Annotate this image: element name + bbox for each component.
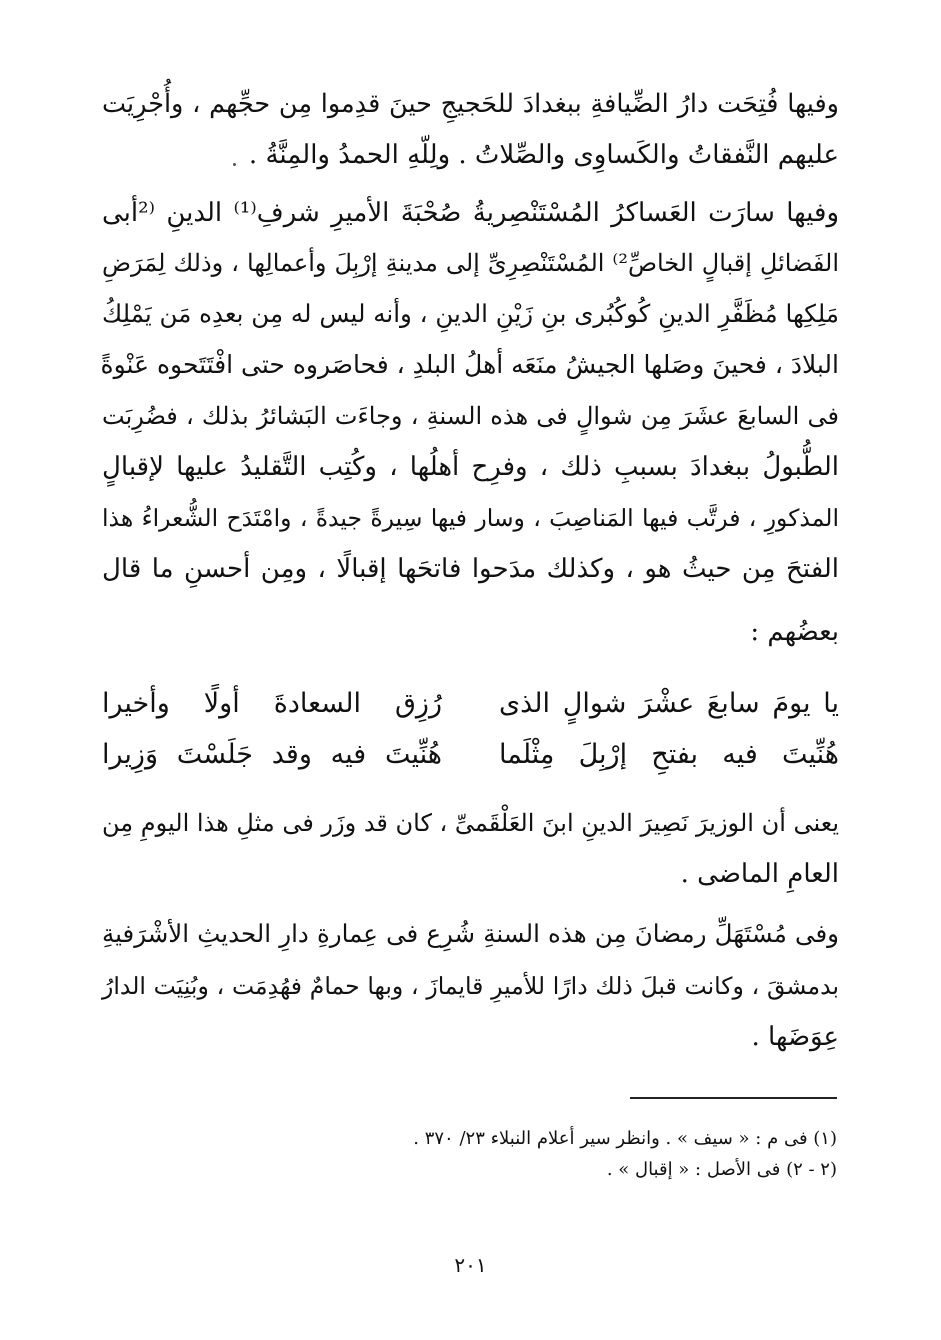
text-line: وفيها فُتِحَت دارُ الضِّيافةِ ببغدادَ للحَجيجِ حينَ قدِموا مِن حجِّهم ، وأُجْرِيَت bbox=[102, 89, 839, 119]
verse-second-hemistich: هُنِّيتَ فيه وقد جَلَسْتَ وَزِيرا bbox=[102, 739, 442, 770]
page-number: ٢٠١ bbox=[454, 1253, 487, 1277]
scan-speck bbox=[233, 163, 236, 166]
footnote: (١) فى م : « سيف » . وانظر سير أعلام النبلاء ٢٣/ ٣٧٠ . bbox=[413, 1128, 837, 1149]
text-line: مَلِكِها مُظَفَّرِ الدينِ كُوكُبُرى بنِ زَيْنِ الدينِ ، وأنه ليس له مِن بعدِه مَن يَمْلِكُ bbox=[102, 299, 839, 328]
text-line: عِوَضَها . bbox=[751, 1022, 839, 1052]
text-line: الفَضائلِ إقبالٍ الخاصِّ²⁾ المُسْتَنْصِرِىِّ إلى مدينةِ إرْبِلَ وأعمالِها ، وذلك لِمَرَضِ bbox=[102, 249, 839, 277]
text-line: البلادَ ، فحينَ وصَلها الجيشُ منَعَه أهلُ البلدِ ، فحاصَروه حتى افْتَتَحوه عَنْوةً bbox=[100, 350, 839, 379]
text-line: المذكورِ ، فرتَّب فيها المَناصِبَ ، وسار فيها سِيرةً جيدةً ، وامْتَدَح الشُّعراءُ هذا bbox=[102, 504, 839, 532]
verse-second-hemistich: رُزِق السعادةَ أولًا وأخيرا bbox=[102, 688, 442, 719]
text-line: بعضُهم : bbox=[750, 617, 839, 647]
text-line: بدمشقَ ، وكانت قبلَ ذلك دارًا للأميرِ قايمازَ ، وبها حمامٌ فهُدِمَت ، وبُنِيَت الدارُ bbox=[102, 972, 839, 1000]
text-line: وفيها سارَت العَساكرُ المُسْتَنْصِريةُ صُحْبَةَ الأميرِ شرفِ⁽¹⁾ الدينِ ⁽²أبى bbox=[102, 198, 839, 228]
text-line: الفتحَ مِن حيثُ هو ، وكذلك مدَحوا فاتحَها إقبالًا ، ومِن أحسنِ ما قال bbox=[102, 554, 839, 584]
poem-verse bbox=[102, 681, 839, 727]
text-line: عليهم النَّفقاتُ والكَساوِى والصِّلاتُ . ولِلّهِ الحمدُ والمِنَّةُ . bbox=[248, 140, 839, 170]
footnote-separator bbox=[630, 1097, 837, 1099]
text-line: الطُّبولُ ببغدادَ بسببِ ذلك ، وفرِح أهلُها ، وكُتِب التَّقليدُ عليها لإقبالٍ bbox=[102, 452, 839, 482]
text-line: فى السابعَ عشَرَ مِن شوالٍ فى هذه السنةِ ، وجاءَت البَشائرُ بذلك ، فضُرِبَت bbox=[102, 402, 839, 430]
verse-first-hemistich: يا يومَ سابعَ عشْرَ شوالٍ الذى bbox=[499, 688, 839, 719]
poem-verse bbox=[102, 732, 839, 778]
text-line: العامِ الماضى . bbox=[680, 859, 839, 889]
text-line: يعنى أن الوزيرَ نَصِيرَ الدينِ ابنَ العَلْقَمىِّ ، كان قد وزَر فى مثلِ هذا اليومِ مِن bbox=[102, 809, 839, 837]
footnote: (٢ - ٢) فى الأصل : « إقبال » . bbox=[606, 1159, 837, 1180]
text-line: وفى مُسْتَهَلِّ رمضانَ مِن هذه السنةِ شُرِع فى عِمارةِ دارِ الحديثِ الأشْرَفيةِ bbox=[102, 919, 839, 948]
verse-first-hemistich: هُنِّيتَ فيه بفتحِ إرْبِلَ مِثْلَما bbox=[499, 739, 839, 770]
